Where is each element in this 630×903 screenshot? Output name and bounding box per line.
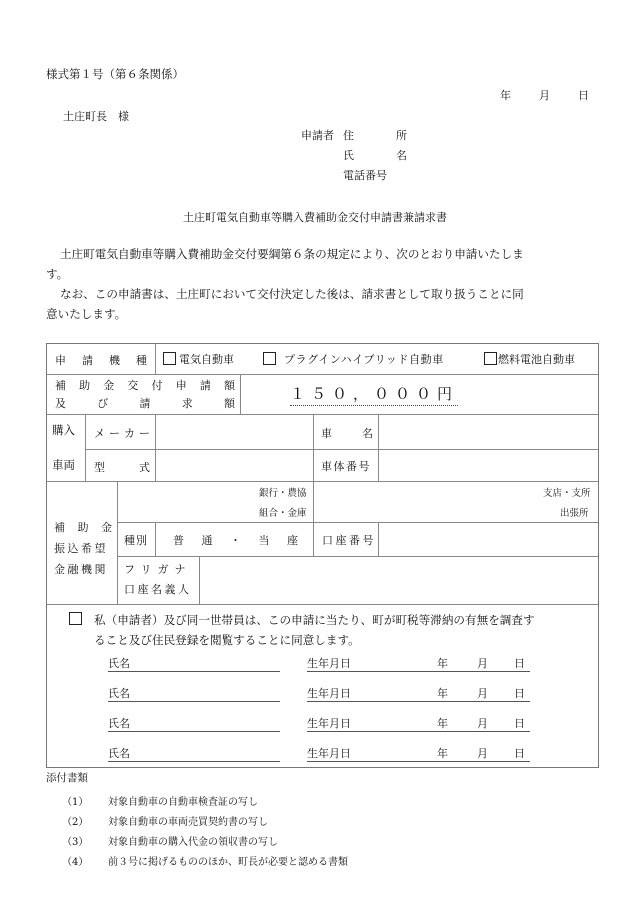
model-label-char: 種 bbox=[136, 354, 147, 367]
amount-label-char: 請 bbox=[199, 379, 211, 392]
paragraph-1-line-1: 土庄町電気自動車等購入費補助金交付要綱第６条の規定により、次のとおり申請いたしま bbox=[60, 247, 524, 261]
divider bbox=[155, 522, 156, 556]
amount-label-char: 額 bbox=[223, 379, 235, 392]
bank-label-char: 補 bbox=[54, 521, 65, 534]
fcv-checkbox[interactable] bbox=[484, 352, 497, 365]
date-line bbox=[500, 87, 589, 103]
car-name-input[interactable] bbox=[380, 415, 598, 448]
name-field[interactable] bbox=[108, 715, 280, 732]
addressee: 土庄町長 様 bbox=[63, 110, 129, 123]
bank-label-char: 金 bbox=[101, 521, 112, 534]
name-field-label: 氏名 bbox=[108, 747, 130, 760]
amount-label-char: 交 bbox=[127, 379, 139, 392]
model-label-char: 申 bbox=[55, 354, 66, 367]
divider bbox=[47, 374, 598, 375]
car-name-label-char: 名 bbox=[362, 427, 373, 440]
amount-value: １５０，０００円 bbox=[290, 383, 458, 406]
fcv-label: 燃料電池自動車 bbox=[498, 353, 575, 366]
birth-day-label: 日 bbox=[514, 687, 525, 700]
name-field[interactable] bbox=[108, 685, 280, 702]
account-number-input[interactable] bbox=[380, 523, 598, 555]
paragraph-2-line-1: なお、この申請書は、土庄町において交付決定した後は、請求書として取り扱うことに同 bbox=[60, 287, 524, 301]
birth-year-label: 年 bbox=[437, 687, 448, 700]
account-type-label: 種別 bbox=[124, 534, 148, 547]
address-label bbox=[343, 127, 407, 143]
amount-label-char: 及 bbox=[55, 397, 66, 410]
attachment-item bbox=[62, 813, 268, 828]
name-label-char: 氏 bbox=[343, 149, 354, 162]
furigana-label: フリガナ bbox=[124, 563, 192, 576]
birthdate-label: 生年月日 bbox=[307, 657, 351, 670]
birth-month-label: 月 bbox=[477, 687, 488, 700]
ev-label: 電気自動車 bbox=[179, 353, 234, 366]
birthdate-field[interactable] bbox=[307, 715, 530, 732]
name-field[interactable] bbox=[108, 745, 280, 762]
document-title: 土庄町電気自動車等購入費補助金交付申請書兼請求書 bbox=[183, 211, 447, 224]
amount-label-char: 補 bbox=[55, 379, 66, 392]
amount-label-char: び bbox=[97, 397, 109, 410]
account-type-current-char[interactable]: 当 bbox=[258, 534, 270, 547]
birthdate-field[interactable] bbox=[307, 745, 530, 762]
bank-types-line-2: 組合・金庫 bbox=[259, 508, 307, 519]
account-type-separator: ・ bbox=[230, 534, 241, 547]
account-type-value[interactable] bbox=[173, 532, 298, 548]
birthdate-label: 生年月日 bbox=[307, 717, 351, 730]
branch-name-input[interactable] bbox=[315, 482, 545, 521]
paragraph-2-line-2: 意いたします。 bbox=[46, 307, 127, 321]
maker-input[interactable] bbox=[157, 415, 312, 448]
attachment-number: （4） bbox=[62, 857, 89, 868]
phone-label: 電話番号 bbox=[343, 169, 387, 182]
model-label-char: 機 bbox=[109, 354, 120, 367]
account-holder-label: 口座名義人 bbox=[124, 583, 192, 596]
application-table bbox=[46, 343, 599, 768]
account-number-label: 口座番号 bbox=[322, 534, 376, 547]
amount-label-char: 額 bbox=[224, 397, 235, 410]
divider bbox=[199, 556, 200, 604]
address-label-char: 所 bbox=[396, 129, 407, 142]
bank-label-3: 金融機関 bbox=[54, 563, 108, 576]
amount-label-char: 申 bbox=[175, 379, 187, 392]
attachment-text: 対象自動車の自動車検査証の写し bbox=[108, 797, 258, 808]
divider bbox=[155, 414, 156, 481]
birthdate-field[interactable] bbox=[307, 685, 530, 702]
maker-label-char: ー bbox=[109, 427, 120, 440]
birth-year-label: 年 bbox=[437, 717, 448, 730]
attachment-text: 前３号に掲げるもののほか、町長が必要と認める書類 bbox=[108, 857, 348, 868]
account-holder-input[interactable] bbox=[201, 557, 598, 603]
birth-day-label: 日 bbox=[514, 657, 525, 670]
divider bbox=[47, 604, 598, 605]
model-label-char: 請 bbox=[82, 354, 93, 367]
amount-label-char: 求 bbox=[181, 397, 193, 410]
maker-label-char: カ bbox=[124, 427, 135, 440]
attachment-item bbox=[62, 793, 258, 808]
divider bbox=[313, 481, 314, 556]
model-label bbox=[55, 352, 147, 368]
vehicle-label-1: 購入 bbox=[52, 423, 75, 437]
car-name-label bbox=[321, 425, 373, 441]
birth-month-label: 月 bbox=[477, 717, 488, 730]
phev-checkbox[interactable] bbox=[263, 352, 276, 365]
car-name-label-char: 車 bbox=[321, 427, 332, 440]
name-label-char: 名 bbox=[396, 149, 407, 162]
type-label-char: 型 bbox=[94, 461, 105, 474]
birth-day-label: 日 bbox=[514, 717, 525, 730]
amount-label-char: 請 bbox=[139, 397, 151, 410]
attachment-item bbox=[62, 833, 278, 848]
attachment-number: （1） bbox=[62, 797, 89, 808]
type-label-char: 式 bbox=[139, 461, 150, 474]
name-field[interactable] bbox=[108, 655, 280, 672]
consent-text-line-1: 私（申請者）及び同一世帯員は、この申請に当たり、町が町税等滞納の有無を調査す bbox=[94, 613, 535, 627]
amount-label-char: 付 bbox=[151, 379, 163, 392]
date-day: 日 bbox=[578, 89, 589, 102]
type-label bbox=[94, 459, 150, 475]
account-type-ordinary-char[interactable]: 普 bbox=[173, 534, 184, 547]
paragraph-1-line-2: す。 bbox=[46, 267, 69, 281]
type-input[interactable] bbox=[157, 450, 312, 480]
divider bbox=[155, 344, 156, 374]
attachment-text: 対象自動車の車両売買契約書の写し bbox=[108, 817, 268, 828]
divider bbox=[85, 414, 86, 481]
name-label bbox=[343, 147, 407, 163]
account-type-ordinary-char[interactable]: 通 bbox=[201, 534, 213, 547]
birth-year-label: 年 bbox=[437, 657, 448, 670]
name-field-label: 氏名 bbox=[108, 687, 130, 700]
branch-line-1: 支店・支所 bbox=[543, 488, 591, 499]
bank-types-line-1: 銀行・農協 bbox=[259, 488, 307, 499]
attachment-number: （2） bbox=[62, 817, 89, 828]
birth-day-label: 日 bbox=[514, 747, 525, 760]
birth-month-label: 月 bbox=[477, 747, 488, 760]
option-fcv[interactable] bbox=[484, 351, 575, 367]
option-phev[interactable] bbox=[263, 351, 444, 367]
chassis-input[interactable] bbox=[380, 450, 598, 480]
divider bbox=[117, 481, 118, 604]
amount-label-char: 金 bbox=[103, 379, 115, 392]
amount-label-line-2 bbox=[55, 395, 235, 411]
amount-label-line-1 bbox=[55, 377, 235, 393]
attachment-number: （3） bbox=[62, 837, 89, 848]
divider bbox=[378, 522, 379, 556]
vehicle-label-2: 車両 bbox=[52, 458, 75, 472]
applicant-label: 申請者 bbox=[301, 129, 334, 142]
attachments-heading: 添付書類 bbox=[46, 772, 88, 784]
option-ev[interactable] bbox=[163, 351, 234, 367]
birthdate-label: 生年月日 bbox=[307, 687, 351, 700]
name-field-label: 氏名 bbox=[108, 717, 130, 730]
birthdate-label: 生年月日 bbox=[307, 747, 351, 760]
date-month: 月 bbox=[539, 89, 550, 102]
name-field-label: 氏名 bbox=[108, 657, 130, 670]
bank-label-char: 助 bbox=[77, 521, 89, 534]
ev-checkbox[interactable] bbox=[163, 352, 176, 365]
phev-label: プラグインハイブリッド自動車 bbox=[284, 353, 444, 366]
form-number: 様式第１号（第６条関係） bbox=[46, 67, 184, 81]
bank-label-2: 振込希望 bbox=[54, 542, 108, 555]
divider bbox=[313, 414, 314, 481]
birthdate-field[interactable] bbox=[307, 655, 530, 672]
consent-text-line-2: ること及び住民登録を閲覧することに同意します。 bbox=[94, 633, 360, 647]
amount-label-char: 助 bbox=[79, 379, 91, 392]
maker-label-char: ー bbox=[139, 427, 150, 440]
attachment-item bbox=[62, 853, 348, 868]
date-year: 年 bbox=[500, 89, 511, 102]
divider bbox=[378, 414, 379, 481]
maker-label-char: メ bbox=[94, 427, 105, 440]
address-label-char: 住 bbox=[343, 129, 354, 142]
bank-label-1 bbox=[54, 519, 112, 535]
maker-label bbox=[94, 425, 150, 441]
divider bbox=[240, 374, 241, 414]
branch-line-2: 出張所 bbox=[560, 508, 589, 519]
birth-month-label: 月 bbox=[477, 657, 488, 670]
attachment-text: 対象自動車の購入代金の領収書の写し bbox=[108, 837, 278, 848]
chassis-label: 車体番号 bbox=[321, 460, 371, 473]
birth-year-label: 年 bbox=[437, 747, 448, 760]
consent-checkbox[interactable] bbox=[69, 612, 82, 625]
account-type-current-char[interactable]: 座 bbox=[287, 534, 298, 547]
